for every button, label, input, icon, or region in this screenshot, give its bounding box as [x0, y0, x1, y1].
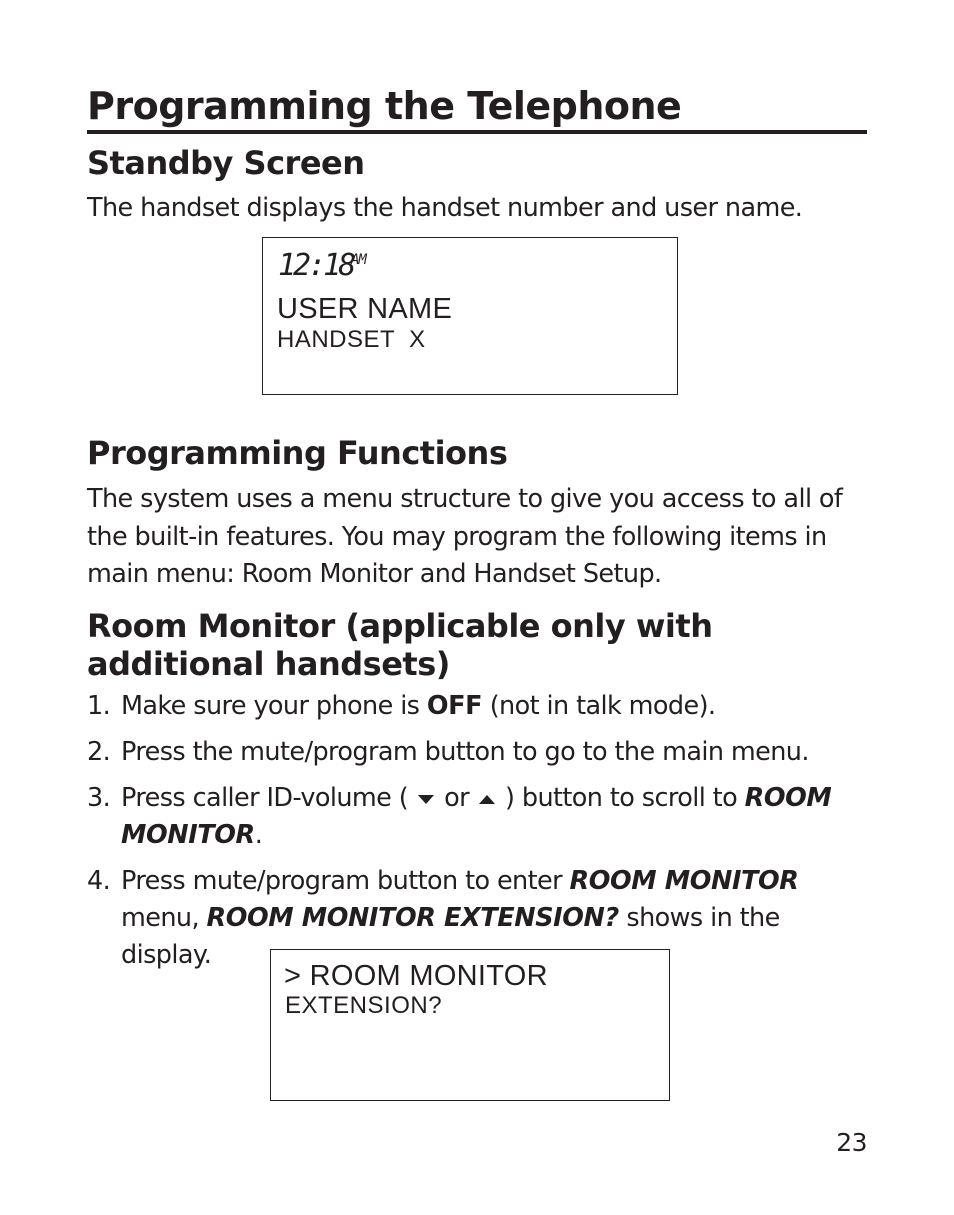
step-number: 2. — [87, 737, 111, 767]
step-text: ) button to scroll to — [505, 783, 745, 813]
lcd-handset-number: HANDSET X — [277, 326, 426, 353]
step-number: 4. — [87, 866, 111, 896]
step-3 — [87, 780, 877, 854]
room-monitor-steps — [87, 688, 877, 983]
step-text: (not in talk mode). — [482, 691, 716, 721]
standby-description: The handset displays the handset number and user name. — [87, 193, 803, 223]
page-number: 23 — [836, 1128, 867, 1157]
room-monitor-lcd-display — [270, 949, 670, 1101]
page-title: Programming the Telephone — [87, 84, 867, 134]
lcd-ampm: AM — [351, 252, 366, 268]
triangle-down-icon — [418, 795, 434, 804]
step-text: Press caller ID-volume ( — [121, 783, 409, 813]
lcd-time: 12:18 — [278, 248, 354, 283]
functions-description: The system uses a menu structure to give you access to all of the built-in features. You may program the following items in main menu: Room Monitor and Handset Setup. — [87, 484, 843, 589]
step-emphasis: OFF — [426, 691, 483, 721]
triangle-up-icon — [479, 795, 495, 804]
step-number: 3. — [87, 783, 111, 813]
standby-lcd-display — [262, 237, 678, 395]
functions-heading: Programming Functions — [87, 434, 508, 472]
step-text: Press the mute/program button to go to the main menu. — [121, 737, 809, 767]
step-emphasis: ROOM MONITOR — [569, 866, 799, 896]
step-emphasis: ROOM MONITOR EXTENSION? — [206, 903, 619, 933]
room-monitor-heading: Room Monitor (applicable only with additional handsets) — [87, 607, 713, 683]
step-text: menu, — [121, 903, 207, 933]
lcd-menu-line1: > ROOM MONITOR — [284, 960, 548, 992]
lcd-menu-line2: EXTENSION? — [285, 992, 443, 1019]
standby-heading: Standby Screen — [87, 144, 365, 182]
step-text: Make sure your phone is — [121, 691, 427, 721]
step-text: Press mute/program button to enter — [121, 866, 570, 896]
step-1 — [87, 688, 877, 725]
step-number: 1. — [87, 691, 111, 721]
step-2 — [87, 734, 877, 771]
step-text: . — [254, 820, 263, 850]
step-text: shows in the display. — [121, 903, 780, 970]
step-text: or — [444, 783, 469, 813]
step-emphasis: ROOM MONITOR — [121, 783, 832, 850]
lcd-user-name: USER NAME — [277, 293, 453, 325]
